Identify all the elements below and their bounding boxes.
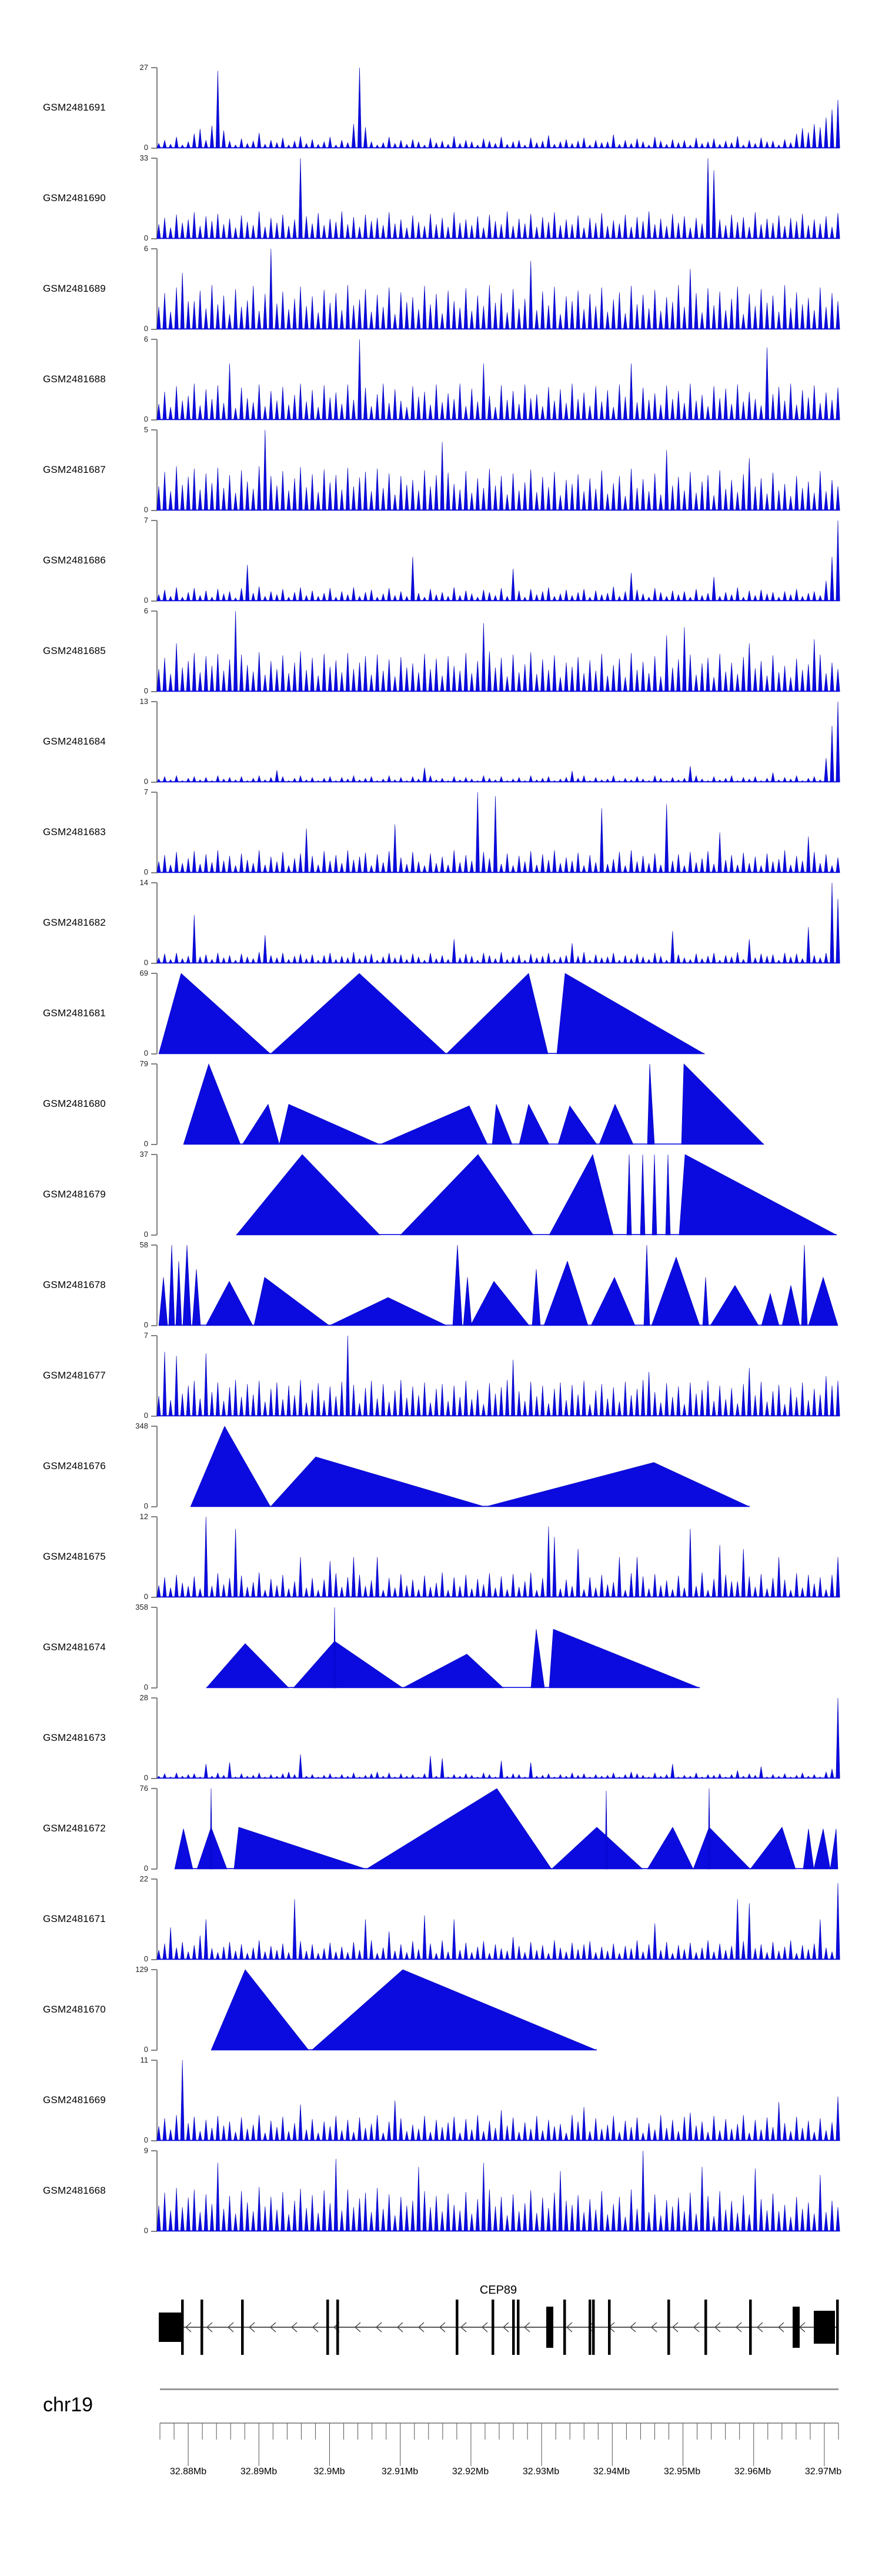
track-label: GSM2481691 — [43, 101, 106, 113]
y-axis-max-label: 22 — [139, 1874, 148, 1883]
y-axis-zero-label: 0 — [143, 1411, 148, 1420]
track-label: GSM2481668 — [43, 2184, 106, 2196]
y-axis-max-label: 6 — [143, 335, 148, 343]
y-axis-line — [156, 520, 158, 601]
y-axis-zero-label: 0 — [143, 1501, 148, 1510]
y-axis-line — [156, 1788, 158, 1869]
exon-bar — [667, 2300, 670, 2355]
exon-bar — [592, 2300, 595, 2355]
ruler-tick-label: 32.92Mb — [452, 2467, 489, 2477]
track-row-GSM2481680 — [0, 1059, 882, 1148]
y-axis-zero-label: 0 — [143, 1139, 148, 1148]
y-axis-zero-label: 0 — [143, 1230, 148, 1239]
y-axis-max-label: 7 — [143, 788, 148, 796]
coverage-plot — [159, 1064, 838, 1144]
track-label: GSM2481671 — [43, 1913, 106, 1924]
coverage-plot — [159, 792, 838, 873]
y-axis-max-label: 7 — [143, 1331, 148, 1340]
track-row-GSM2481684 — [0, 697, 882, 786]
y-axis-line — [156, 1336, 158, 1416]
y-axis-line — [156, 1154, 158, 1235]
exon-bar — [201, 2300, 203, 2355]
y-axis-max-label: 58 — [139, 1240, 148, 1249]
track-label: GSM2481688 — [43, 373, 106, 385]
coverage-plot — [159, 1698, 838, 1778]
y-axis-zero-label: 0 — [143, 1954, 148, 1963]
coverage-plot — [159, 1607, 838, 1688]
y-axis-line — [156, 2060, 158, 2141]
track-row-GSM2481686 — [0, 516, 882, 605]
exon-bar — [589, 2300, 592, 2355]
chromosome-label: chr19 — [43, 2394, 93, 2416]
y-axis-line — [156, 1426, 158, 1507]
axis-separator-line — [160, 2388, 838, 2390]
exon-bar — [326, 2300, 329, 2355]
track-label: GSM2481683 — [43, 826, 106, 837]
coverage-plot — [159, 520, 838, 601]
y-axis-zero-label: 0 — [143, 1049, 148, 1057]
y-axis-zero-label: 0 — [143, 415, 148, 423]
y-axis-max-label: 37 — [139, 1150, 148, 1159]
utr-box-right — [814, 2311, 835, 2344]
track-row-GSM2481691 — [0, 63, 882, 152]
y-axis-max-label: 28 — [139, 1693, 148, 1702]
gene-model — [159, 2295, 840, 2359]
y-axis-max-label: 13 — [139, 697, 148, 706]
track-row-GSM2481689 — [0, 244, 882, 333]
track-label: GSM2481674 — [43, 1641, 106, 1653]
y-axis-zero-label: 0 — [143, 505, 148, 514]
ruler-tick-label: 32.89Mb — [240, 2467, 278, 2477]
track-row-GSM2481674 — [0, 1603, 882, 1691]
coverage-plot — [159, 973, 838, 1054]
y-axis-zero-label: 0 — [143, 1773, 148, 1782]
ruler-tick-label: 32.88Mb — [169, 2467, 207, 2477]
track-label: GSM2481680 — [43, 1097, 106, 1109]
track-row-GSM2481668 — [0, 2146, 882, 2235]
y-axis-max-label: 27 — [139, 63, 148, 72]
y-axis-zero-label: 0 — [143, 596, 148, 605]
track-row-GSM2481677 — [0, 1331, 882, 1420]
y-axis-max-label: 7 — [143, 516, 148, 525]
track-label: GSM2481670 — [43, 2003, 106, 2015]
coverage-plot — [159, 1879, 838, 1960]
y-axis-zero-label: 0 — [143, 958, 148, 967]
coverage-plot — [159, 1517, 838, 1597]
track-row-GSM2481675 — [0, 1512, 882, 1601]
y-axis-max-label: 33 — [139, 154, 148, 162]
y-axis-zero-label: 0 — [143, 1320, 148, 1329]
y-axis-line — [156, 339, 158, 420]
y-axis-line — [156, 1698, 158, 1778]
coverage-plot — [159, 339, 838, 420]
coverage-plot — [159, 1970, 838, 2050]
y-axis-zero-label: 0 — [143, 2135, 148, 2144]
exon-bar — [704, 2300, 707, 2355]
track-label: GSM2481689 — [43, 282, 106, 294]
track-row-GSM2481687 — [0, 425, 882, 514]
track-row-GSM2481688 — [0, 335, 882, 423]
y-axis-line — [156, 883, 158, 963]
ruler-tick-label: 32.96Mb — [734, 2467, 771, 2477]
ruler-tick-label: 32.95Mb — [663, 2467, 701, 2477]
ruler-tick-label: 32.97Mb — [804, 2467, 842, 2477]
utr-box-left — [159, 2313, 183, 2342]
exon-bar — [608, 2300, 611, 2355]
y-axis-zero-label: 0 — [143, 143, 148, 152]
track-row-GSM2481669 — [0, 2056, 882, 2144]
track-row-GSM2481679 — [0, 1150, 882, 1239]
track-label: GSM2481681 — [43, 1007, 106, 1019]
track-label: GSM2481678 — [43, 1279, 106, 1290]
y-axis-zero-label: 0 — [143, 1592, 148, 1601]
y-axis-line — [156, 1879, 158, 1960]
coverage-plot — [159, 430, 838, 510]
track-label: GSM2481673 — [43, 1731, 106, 1743]
track-label: GSM2481669 — [43, 2094, 106, 2105]
y-axis-line — [156, 1245, 158, 1326]
y-axis-max-label: 358 — [135, 1603, 148, 1611]
track-row-GSM2481681 — [0, 969, 882, 1057]
exon-bar — [749, 2300, 752, 2355]
ruler-tick-label: 32.94Mb — [593, 2467, 630, 2477]
track-row-GSM2481672 — [0, 1784, 882, 1873]
track-label: GSM2481682 — [43, 916, 106, 928]
track-label: GSM2481679 — [43, 1188, 106, 1200]
y-axis-line — [156, 1970, 158, 2050]
exon-bar — [563, 2300, 566, 2355]
exon-bar — [456, 2300, 459, 2355]
track-label: GSM2481675 — [43, 1550, 106, 1562]
y-axis-zero-label: 0 — [143, 2226, 148, 2235]
coverage-plot — [159, 702, 838, 782]
y-axis-zero-label: 0 — [143, 233, 148, 242]
track-row-GSM2481673 — [0, 1693, 882, 1782]
y-axis-max-label: 76 — [139, 1784, 148, 1793]
y-axis-zero-label: 0 — [143, 1864, 148, 1873]
y-axis-line — [156, 1064, 158, 1144]
track-label: GSM2481687 — [43, 463, 106, 475]
track-row-GSM2481682 — [0, 878, 882, 967]
y-axis-line — [156, 792, 158, 873]
y-axis-zero-label: 0 — [143, 1683, 148, 1691]
track-row-GSM2481676 — [0, 1422, 882, 1510]
coverage-plot — [159, 158, 838, 239]
coverage-plot — [159, 2151, 838, 2231]
y-axis-zero-label: 0 — [143, 686, 148, 695]
track-row-GSM2481671 — [0, 1874, 882, 1963]
coverage-plot — [159, 1336, 838, 1416]
track-row-GSM2481670 — [0, 1965, 882, 2054]
y-axis-zero-label: 0 — [143, 867, 148, 876]
y-axis-max-label: 6 — [143, 244, 148, 253]
ruler-tick-label: 32.9Mb — [313, 2467, 345, 2477]
y-axis-max-label: 129 — [135, 1965, 148, 1974]
track-label: GSM2481677 — [43, 1369, 106, 1381]
coverage-plot — [159, 1154, 838, 1235]
y-axis-line — [156, 249, 158, 329]
ruler-ticks — [159, 2422, 841, 2469]
y-axis-zero-label: 0 — [143, 777, 148, 786]
y-axis-max-label: 11 — [140, 2056, 148, 2064]
y-axis-max-label: 5 — [143, 425, 148, 434]
track-label: GSM2481686 — [43, 554, 106, 566]
y-axis-line — [156, 68, 158, 148]
y-axis-line — [156, 1517, 158, 1597]
y-axis-max-label: 14 — [139, 878, 148, 887]
coverage-plot — [159, 611, 838, 692]
y-axis-max-label: 12 — [139, 1512, 148, 1521]
ruler-tick-label: 32.91Mb — [381, 2467, 419, 2477]
gene-name-label: CEP89 — [479, 2284, 517, 2297]
y-axis-max-label: 9 — [143, 2146, 148, 2155]
y-axis-line — [156, 611, 158, 692]
y-axis-line — [156, 2151, 158, 2231]
track-label: GSM2481690 — [43, 192, 106, 203]
y-axis-line — [156, 158, 158, 239]
exon-bar — [517, 2300, 520, 2355]
exon-box-medium — [793, 2307, 800, 2348]
track-row-GSM2481690 — [0, 154, 882, 242]
exon-bar — [492, 2300, 495, 2355]
coverage-plot — [159, 1426, 838, 1507]
track-row-GSM2481683 — [0, 788, 882, 876]
exon-bar — [241, 2300, 244, 2355]
coverage-plot — [159, 249, 838, 329]
y-axis-max-label: 348 — [135, 1422, 148, 1430]
y-axis-zero-label: 0 — [143, 324, 148, 333]
coverage-plot — [159, 1245, 838, 1326]
track-row-GSM2481685 — [0, 606, 882, 695]
exon-box-medium — [546, 2307, 553, 2348]
track-label: GSM2481672 — [43, 1822, 106, 1834]
y-axis-line — [156, 702, 158, 782]
coverage-plot — [159, 883, 838, 963]
track-label: GSM2481676 — [43, 1460, 106, 1471]
track-label: GSM2481685 — [43, 645, 106, 656]
track-row-GSM2481678 — [0, 1240, 882, 1329]
exon-bar — [836, 2300, 839, 2355]
exon-bar — [512, 2300, 515, 2355]
ruler-tick-label: 32.93Mb — [522, 2467, 560, 2477]
y-axis-max-label: 79 — [139, 1059, 148, 1068]
y-axis-line — [156, 1607, 158, 1688]
y-axis-zero-label: 0 — [143, 2045, 148, 2054]
y-axis-max-label: 6 — [143, 606, 148, 615]
y-axis-line — [156, 430, 158, 510]
coverage-plot — [159, 68, 838, 148]
coverage-plot — [159, 1788, 838, 1869]
y-axis-max-label: 69 — [139, 969, 148, 977]
y-axis-line — [156, 973, 158, 1054]
track-label: GSM2481684 — [43, 735, 106, 747]
coverage-plot — [159, 2060, 838, 2141]
exon-bar — [336, 2300, 339, 2355]
